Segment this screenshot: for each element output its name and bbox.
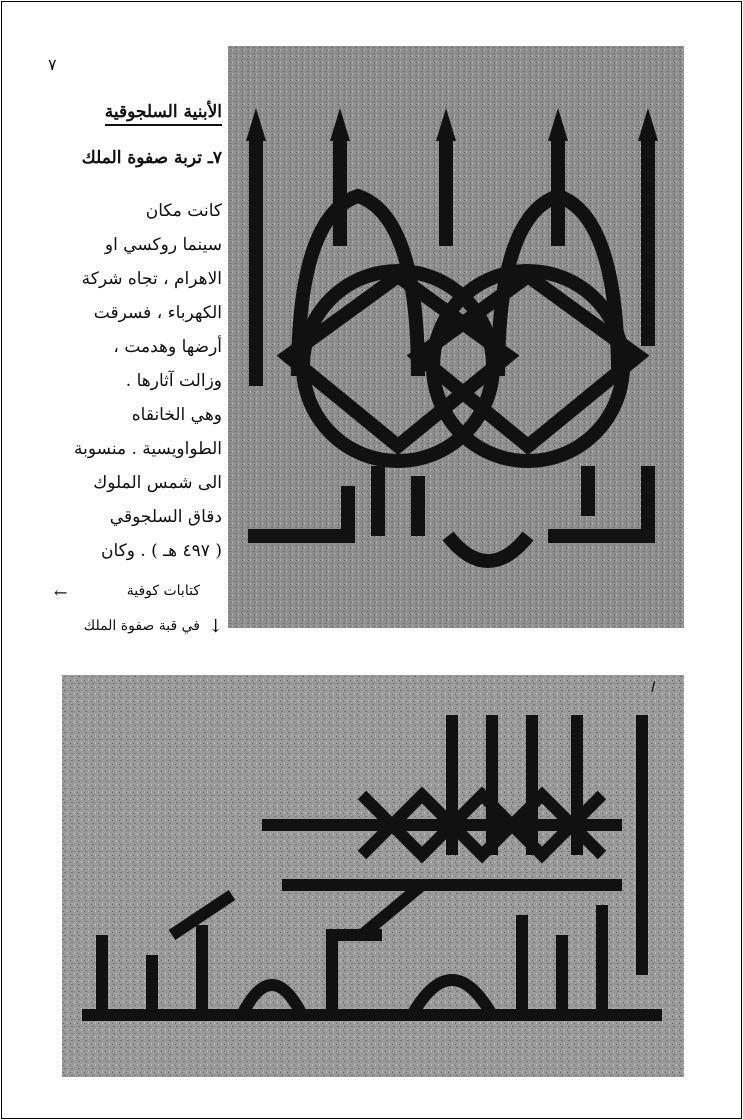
caption-line-2: في قبة صفوة الملك — [83, 618, 200, 634]
arrow-down-icon: ↓ — [208, 616, 224, 637]
body-line: كانت مكان — [145, 201, 222, 221]
kufic-calligraphy-icon — [62, 675, 684, 1077]
arrow-right-icon: ← — [54, 583, 68, 602]
page-number: ٧ — [48, 55, 57, 74]
body-line: أرضها وهدمت ، — [113, 337, 222, 357]
caption-line-1: كتابات كوفية — [126, 583, 200, 599]
body-line: الى شمس الملوك — [93, 473, 222, 493]
body-line: الطواويسية . منسوبة — [74, 439, 222, 459]
body-text — [50, 194, 222, 568]
body-line: وهي الخانقاه — [131, 405, 222, 425]
body-line: وزالت آثارها . — [125, 371, 222, 391]
body-line: ( ٤٩٧ هـ ) . وكان — [100, 541, 222, 561]
plate-mark: ا — [650, 680, 654, 696]
section-heading: الأبنية السلجوقية — [105, 102, 222, 126]
body-line: سينما روكسي او — [104, 235, 222, 255]
body-line: الكهرباء ، فسرقت — [93, 303, 222, 323]
kufic-inscription-photo-top — [228, 46, 684, 628]
kufic-calligraphy-icon — [228, 46, 684, 628]
kufic-inscription-photo-bottom — [62, 675, 684, 1077]
item-heading: ٧ـ تربة صفوة الملك — [81, 148, 222, 168]
body-line: الاهرام ، تجاه شركة — [81, 269, 222, 289]
body-line: دقاق السلجوقي — [109, 507, 222, 527]
